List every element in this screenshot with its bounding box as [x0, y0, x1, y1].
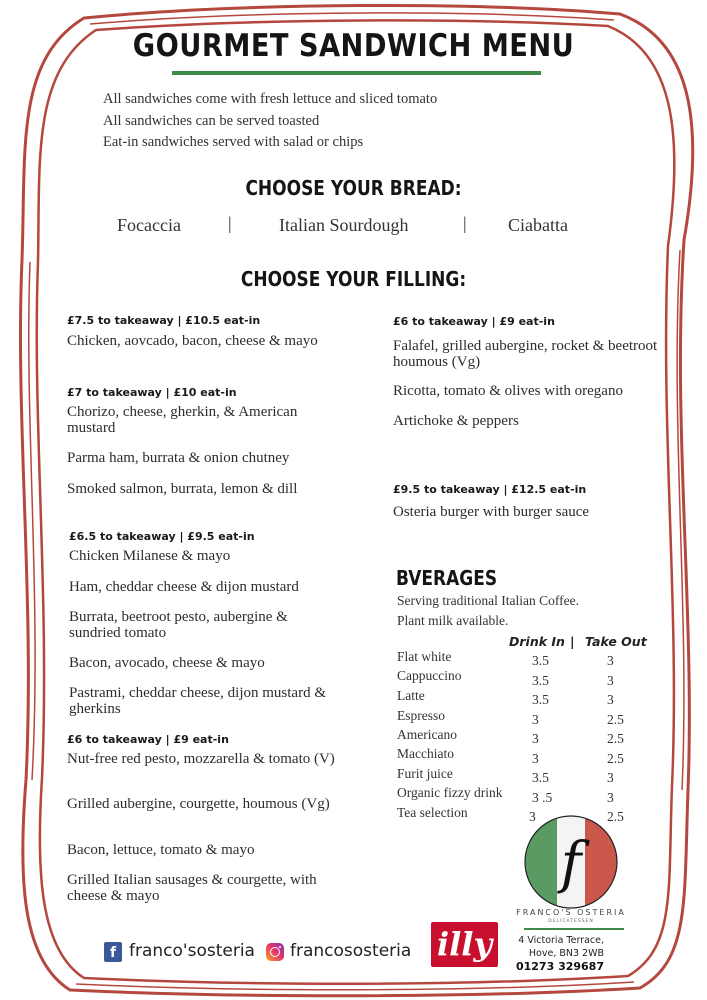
beverages-note: Plant milk available.	[397, 613, 509, 628]
beverages-note: Serving traditional Italian Coffee.	[397, 593, 579, 608]
beverage-drink-in-price: 3	[529, 809, 536, 824]
price-line: £7 to takeaway | £10 eat-in	[67, 386, 237, 399]
francos-osteria-logo	[521, 812, 621, 912]
beverage-take-out-price: 3	[607, 790, 614, 805]
bread-option: Focaccia	[117, 215, 181, 235]
beverage-take-out-price: 3	[607, 692, 614, 707]
beverage-name: Cappuccino	[397, 668, 462, 683]
filling-item: Chorizo, cheese, gherkin, & American mustard	[67, 404, 298, 436]
facebook-handle[interactable]: franco'sosteria	[129, 941, 255, 961]
filling-item: Pastrami, cheddar cheese, dijon mustard & gherkins	[69, 685, 327, 717]
filling-item: Osteria burger with burger sauce	[393, 504, 590, 520]
beverage-take-out-price: 3	[607, 673, 614, 688]
menu-title: GOURMET SANDWICH MENU	[132, 28, 575, 64]
beverage-drink-in-price: 3.5	[532, 770, 549, 785]
price-line: £6 to takeaway | £9 eat-in	[67, 733, 229, 746]
beverage-drink-in-price: 3	[532, 751, 539, 766]
beverage-take-out-price: 2.5	[607, 751, 624, 766]
filling-item: Artichoke & peppers	[393, 413, 519, 429]
bread-option: Ciabatta	[508, 215, 568, 235]
drink-in-header: Drink In	[509, 634, 565, 649]
beverage-take-out-price: 3	[607, 653, 614, 668]
facebook-icon[interactable]: f	[104, 942, 122, 962]
beverage-name: Espresso	[397, 708, 445, 723]
filling-item: Ricotta, tomato & olives with oregano	[393, 383, 623, 399]
beverage-drink-in-price: 3.5	[532, 692, 549, 707]
filling-item: Smoked salmon, burrata, lemon & dill	[67, 481, 298, 497]
filling-item: Burrata, beetroot pesto, aubergine & sundried tomato	[69, 609, 288, 641]
beverage-drink-in-price: 3 .5	[532, 790, 553, 805]
intro-line: All sandwiches can be served toasted	[103, 113, 320, 129]
filling-item: Grilled Italian sausages & courgette, with cheese & mayo	[67, 872, 317, 904]
beverage-name: Organic fizzy drink	[397, 785, 503, 800]
filling-item: Grilled aubergine, courgette, houmous (Vg)	[67, 796, 330, 812]
price-line: £7.5 to takeaway | £10.5 eat-in	[67, 314, 261, 327]
beverage-take-out-price: 2.5	[607, 809, 624, 824]
take-out-header: Take Out	[585, 634, 647, 649]
beverage-name: Furit juice	[397, 766, 453, 781]
intro-line: Eat-in sandwiches served with salad or chips	[103, 134, 364, 150]
bread-heading: CHOOSE YOUR BREAD:	[245, 176, 462, 200]
column-separator: |	[570, 634, 575, 649]
price-line: £6 to takeaway | £9 eat-in	[393, 315, 555, 328]
bread-separator: |	[228, 213, 232, 233]
beverage-take-out-price: 3	[607, 770, 614, 785]
filling-item: Parma ham, burrata & onion chutney	[67, 450, 290, 466]
bread-option: Italian Sourdough	[279, 215, 409, 235]
beverage-take-out-price: 2.5	[607, 731, 624, 746]
price-line: £6.5 to takeaway | £9.5 eat-in	[69, 530, 255, 543]
title-underline	[172, 71, 541, 75]
beverage-name: Tea selection	[397, 805, 468, 820]
beverage-name: Latte	[397, 688, 425, 703]
filling-item: Ham, cheddar cheese & dijon mustard	[69, 579, 299, 595]
beverage-drink-in-price: 3.5	[532, 653, 549, 668]
beverage-drink-in-price: 3	[532, 712, 539, 727]
filling-item: Chicken, aovcado, bacon, cheese & mayo	[67, 333, 318, 349]
address-line: Hove, BN3 2WB	[528, 948, 604, 959]
instagram-icon[interactable]	[266, 943, 284, 961]
filling-heading: CHOOSE YOUR FILLING:	[240, 267, 467, 291]
brand-name: FRANCO'S OSTERIA	[516, 908, 626, 917]
beverage-drink-in-price: 3	[532, 731, 539, 746]
beverage-name: Flat white	[397, 649, 452, 664]
intro-line: All sandwiches come with fresh lettuce and sliced tomato	[103, 91, 438, 107]
phone-number: 01273 329687	[515, 960, 604, 973]
illy-logo: illy	[431, 922, 498, 967]
brand-subtitle: DELICATESSEN	[548, 919, 594, 924]
filling-item: Falafel, grilled aubergine, rocket & beetroot houmous (Vg)	[393, 338, 658, 370]
brand-underline	[524, 928, 624, 930]
price-line: £9.5 to takeaway | £12.5 eat-in	[393, 483, 587, 496]
beverage-name: Americano	[397, 727, 457, 742]
filling-item: Nut-free red pesto, mozzarella & tomato (V)	[67, 751, 335, 767]
logo-letter: f	[560, 831, 582, 896]
filling-item: Chicken Milanese & mayo	[69, 548, 231, 564]
filling-item: Bacon, avocado, cheese & mayo	[69, 655, 265, 671]
bread-separator: |	[463, 213, 467, 233]
filling-item: Bacon, lettuce, tomato & mayo	[67, 842, 255, 858]
instagram-handle[interactable]: francososteria	[290, 941, 412, 961]
instagram-dot	[279, 946, 281, 948]
beverages-heading: BVERAGES	[396, 566, 498, 590]
instagram-lens	[270, 947, 280, 957]
beverage-name: Macchiato	[397, 746, 454, 761]
address-line: 4 Victoria Terrace,	[518, 935, 604, 946]
beverage-drink-in-price: 3.5	[532, 673, 549, 688]
beverage-take-out-price: 2.5	[607, 712, 624, 727]
